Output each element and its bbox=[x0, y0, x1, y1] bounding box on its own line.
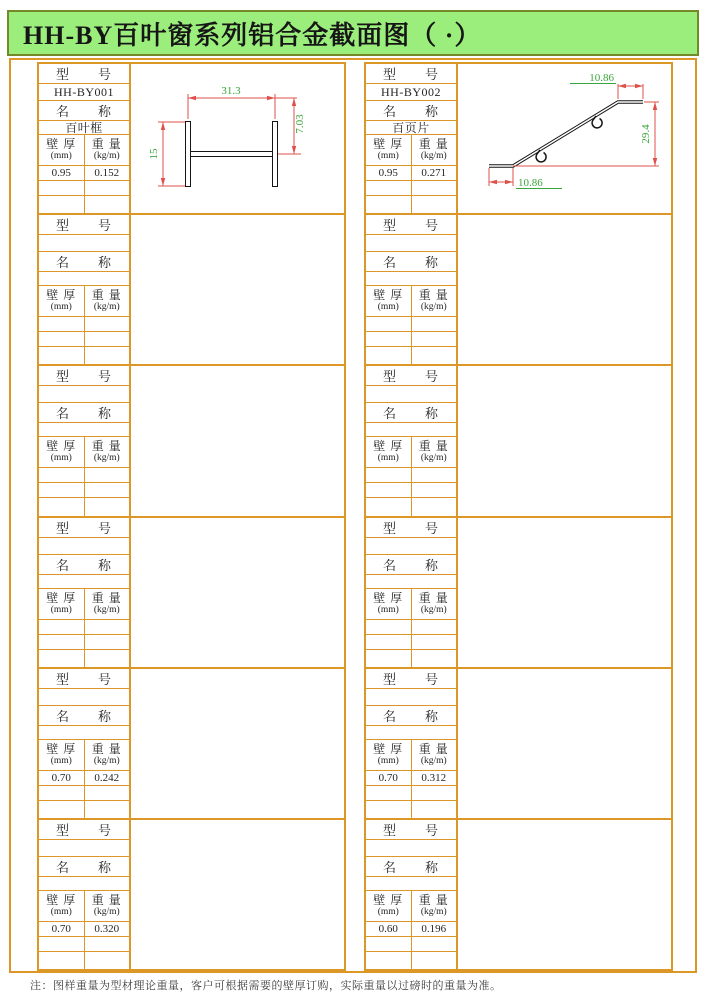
thickness-header-cell: 壁 厚 (mm) bbox=[39, 589, 85, 619]
model-value-cell bbox=[39, 538, 129, 555]
drawing-cell bbox=[131, 820, 344, 969]
model-header-cell: 型 号 bbox=[39, 64, 129, 84]
spec-block bbox=[366, 518, 671, 669]
name-header-cell: 名 称 bbox=[39, 857, 129, 877]
label-column bbox=[366, 64, 458, 213]
model-header-cell: 型 号 bbox=[39, 215, 129, 235]
drawing-cell bbox=[458, 669, 671, 818]
model-header-cell: 型 号 bbox=[39, 366, 129, 386]
name-value-cell bbox=[39, 877, 129, 891]
name-header-cell: 名 称 bbox=[39, 101, 129, 121]
spec-block bbox=[366, 669, 671, 820]
name-value-cell bbox=[39, 726, 129, 740]
model-value-cell bbox=[366, 235, 456, 252]
drawing-cell bbox=[131, 215, 344, 364]
weight-header-cell: 重 量 (kg/m) bbox=[91, 741, 122, 766]
thickness-header-cell: 壁 厚 (mm) bbox=[366, 437, 412, 467]
spec-block bbox=[39, 820, 344, 969]
spec-block bbox=[366, 820, 671, 969]
spec-table-left bbox=[37, 62, 346, 971]
weight-value-cell: 0.242 bbox=[94, 771, 120, 784]
weight-header-cell: 重 量 (kg/m) bbox=[418, 741, 449, 766]
model-header-cell: 型 号 bbox=[366, 669, 456, 689]
model-value-cell bbox=[39, 689, 129, 706]
thickness-header-cell: 壁 厚 (mm) bbox=[366, 740, 412, 770]
name-value-cell bbox=[366, 423, 456, 437]
weight-value-cell bbox=[85, 620, 130, 634]
left-dim-label: 15 bbox=[148, 148, 160, 160]
weight-value-cell: 0.152 bbox=[94, 167, 120, 179]
spec-block bbox=[39, 366, 344, 517]
weight-header-cell: 重 量 (kg/m) bbox=[418, 439, 449, 464]
model-value-cell bbox=[39, 235, 129, 252]
thickness-value-cell: 0.70 bbox=[39, 922, 85, 936]
thickness-value-cell bbox=[39, 468, 85, 482]
model-value-cell: HH-BY001 bbox=[39, 84, 129, 101]
name-value-cell: 百页片 bbox=[366, 121, 456, 135]
weight-value-cell: 0.312 bbox=[421, 771, 447, 784]
weight-value-cell bbox=[85, 468, 130, 482]
name-value-cell bbox=[366, 272, 456, 286]
h-profile-drawing-hh-by001 bbox=[131, 64, 344, 212]
weight-value-cell bbox=[412, 468, 457, 482]
name-header-cell: 名 称 bbox=[39, 555, 129, 575]
name-value-cell bbox=[39, 272, 129, 286]
model-header-cell: 型 号 bbox=[39, 669, 129, 689]
thickness-value-cell bbox=[39, 317, 85, 331]
drawing-cell bbox=[131, 366, 344, 515]
thickness-value-cell: 0.95 bbox=[39, 166, 85, 180]
model-header-cell: 型 号 bbox=[366, 518, 456, 538]
thickness-header-cell: 壁 厚 (mm) bbox=[366, 891, 412, 921]
page-title: HH-BY百叶窗系列铝合金截面图（ ·） bbox=[23, 20, 482, 50]
model-value-cell bbox=[366, 840, 456, 857]
thickness-value-cell: 0.70 bbox=[39, 771, 85, 785]
name-header-cell: 名 称 bbox=[366, 403, 456, 423]
name-header-cell: 名 称 bbox=[39, 403, 129, 423]
name-value-cell bbox=[366, 877, 456, 891]
weight-header-cell: 重 量 (kg/m) bbox=[418, 590, 449, 615]
name-value-cell bbox=[39, 575, 129, 589]
thickness-value-cell: 0.60 bbox=[366, 922, 412, 936]
model-value-cell bbox=[39, 840, 129, 857]
thickness-header-cell: 壁 厚 (mm) bbox=[39, 740, 85, 770]
drawing-cell bbox=[131, 669, 344, 818]
spec-table-right bbox=[364, 62, 673, 971]
values-row bbox=[39, 166, 129, 181]
thickness-header-cell: 壁 厚 (mm) bbox=[366, 589, 412, 619]
drawing-cell bbox=[458, 820, 671, 969]
thickness-value-cell: 0.95 bbox=[366, 166, 412, 180]
model-header-cell: 型 号 bbox=[366, 366, 456, 386]
weight-header-cell: 重 量 (kg/m) bbox=[418, 137, 449, 161]
empty-row bbox=[39, 181, 129, 196]
weight-header-cell: 重 量 (kg/m) bbox=[418, 892, 449, 917]
model-header-cell: 型 号 bbox=[39, 518, 129, 538]
title-bar bbox=[7, 10, 699, 56]
spec-block bbox=[366, 64, 671, 215]
weight-header-cell: 重 量 (kg/m) bbox=[91, 892, 122, 917]
thickness-value-cell bbox=[366, 620, 412, 634]
model-header-cell: 型 号 bbox=[366, 215, 456, 235]
spec-block bbox=[366, 366, 671, 517]
weight-header-cell: 重 量 (kg/m) bbox=[91, 439, 122, 464]
name-header-cell: 名 称 bbox=[366, 555, 456, 575]
name-header-cell: 名 称 bbox=[366, 101, 456, 121]
thickness-header-cell: 壁 厚 (mm) bbox=[366, 286, 412, 316]
name-value-cell bbox=[39, 423, 129, 437]
model-value-cell bbox=[366, 689, 456, 706]
name-header-cell: 名 称 bbox=[366, 857, 456, 877]
spec-block bbox=[39, 669, 344, 820]
drawing-cell bbox=[458, 518, 671, 667]
model-value-cell bbox=[366, 538, 456, 555]
thickness-header-cell: 壁 厚 (mm) bbox=[39, 135, 85, 165]
model-value-cell bbox=[366, 386, 456, 403]
weight-value-cell: 0.196 bbox=[421, 922, 447, 935]
louver-blade-drawing-hh-by002 bbox=[458, 64, 671, 212]
thickness-value-cell bbox=[366, 317, 412, 331]
weight-header-cell: 重 量 (kg/m) bbox=[91, 137, 122, 161]
thickness-header-cell: 壁 厚 (mm) bbox=[366, 135, 412, 165]
weight-value-cell bbox=[412, 620, 457, 634]
name-value-cell: 百叶框 bbox=[39, 121, 129, 135]
name-value-cell bbox=[366, 575, 456, 589]
name-header-cell: 名 称 bbox=[366, 252, 456, 272]
empty-row bbox=[39, 196, 129, 213]
weight-header-cell: 重 量 (kg/m) bbox=[91, 590, 122, 615]
model-value-cell: HH-BY002 bbox=[366, 84, 456, 101]
name-header-cell: 名 称 bbox=[39, 252, 129, 272]
spec-block bbox=[39, 518, 344, 669]
weight-value-cell bbox=[85, 317, 130, 331]
name-header-cell: 名 称 bbox=[366, 706, 456, 726]
thickness-value-cell bbox=[366, 468, 412, 482]
drawing-cell bbox=[131, 64, 344, 213]
drawing-cell bbox=[458, 215, 671, 364]
weight-header-cell: 重 量 (kg/m) bbox=[91, 288, 122, 313]
thickness-value-cell bbox=[39, 620, 85, 634]
thickness-header-cell: 壁 厚 (mm) bbox=[39, 891, 85, 921]
height-dim-label: 29.4 bbox=[640, 124, 652, 144]
right-dim-label: 7.03 bbox=[294, 114, 306, 134]
name-header-cell: 名 称 bbox=[39, 706, 129, 726]
width-dim-label: 31.3 bbox=[221, 85, 241, 97]
model-header-cell: 型 号 bbox=[39, 820, 129, 840]
drawing-cell bbox=[131, 518, 344, 667]
spec-block bbox=[39, 215, 344, 366]
drawing-cell bbox=[458, 366, 671, 515]
units-header-row bbox=[39, 135, 129, 166]
bottom-dim-label: 10.86 bbox=[518, 177, 543, 189]
weight-value-cell: 0.271 bbox=[421, 167, 447, 179]
label-column bbox=[39, 64, 131, 213]
spec-block bbox=[366, 215, 671, 366]
weight-value-cell: 0.320 bbox=[94, 922, 120, 935]
drawing-cell bbox=[458, 64, 671, 213]
model-value-cell bbox=[39, 386, 129, 403]
model-header-cell: 型 号 bbox=[366, 64, 456, 84]
thickness-header-cell: 壁 厚 (mm) bbox=[39, 437, 85, 467]
footer-note: 注：图样重量为型材理论重量，客户可根据需要的壁厚订购，实际重量以过磅时的重量为准。 bbox=[30, 980, 502, 992]
weight-header-cell: 重 量 (kg/m) bbox=[418, 288, 449, 313]
model-header-cell: 型 号 bbox=[366, 820, 456, 840]
thickness-header-cell: 壁 厚 (mm) bbox=[39, 286, 85, 316]
thickness-value-cell: 0.70 bbox=[366, 771, 412, 785]
name-value-cell bbox=[366, 726, 456, 740]
weight-value-cell bbox=[412, 317, 457, 331]
spec-block bbox=[39, 64, 344, 215]
top-dim-label: 10.86 bbox=[589, 72, 614, 84]
